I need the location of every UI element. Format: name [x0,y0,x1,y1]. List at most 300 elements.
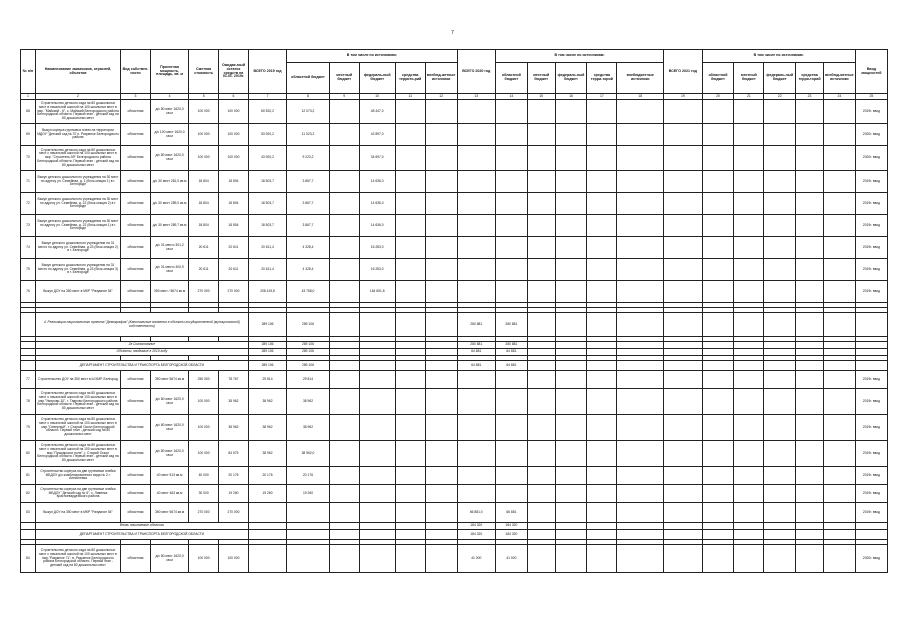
empty-cell [796,545,824,573]
capacity: д/с 80 мест 1620,0 кв.м [150,545,188,573]
estimated-cost: 100 000 [189,124,219,146]
summary-title: 2в Согласование [35,342,248,349]
empty-cell [734,361,764,371]
empty-cell [555,503,587,523]
amount-ter20 [587,237,617,259]
object-name: Выкуп детского дошкольного учреждения на 30 мест по адресу ул. Семейная, д. 22 (блок-секция 1) в г. Белгороде [35,215,120,237]
amount-obl20 [495,441,527,467]
empty-cell [329,342,359,349]
amount-t19: 38 962 [248,441,286,467]
remaining-funds: 20 176 [219,467,249,485]
amount-loc19 [329,215,359,237]
amount-t20 [457,259,495,281]
empty-cell [734,530,764,540]
commission-year: 2019г. ввод [855,467,887,485]
remaining-funds: 100 000 [219,545,249,573]
amount-ter19 [395,146,425,171]
table-row [21,146,888,171]
ownership-type: областная [121,100,151,124]
commission-year: 2019г. ввод [855,415,887,441]
amount-loc21 [734,146,764,171]
ownership-type: областная [121,371,151,389]
col-capacity: Проектная мощность, площадь, кв. м [150,50,188,94]
estimated-cost: 270 000 [189,503,219,523]
empty-cell [734,545,764,573]
empty-cell [796,523,824,530]
empty-cell [21,313,36,337]
col-remaining: Ожидае-мый остаток средств на 01.01. 2019г. [219,50,249,94]
table-row [21,259,888,281]
empty-cell [287,545,330,573]
row-number: 69 [21,124,36,146]
department-name: ДЕПАРТАМЕНТ СТРОИТЕЛЬСТВА И ТРАНСПОРТА БЕЛГОРОДСКОЙ ОБЛАСТИ [35,361,248,371]
ownership-type: областная [121,124,151,146]
empty-cell [734,467,764,485]
empty-cell [796,371,824,389]
row-number: 77 [21,371,36,389]
empty-cell [425,313,457,337]
amount-obl20 [495,259,527,281]
empty-cell [617,530,664,540]
amount-t20: 184 320 [457,523,495,530]
amount-obl19: 38 962 [287,389,330,415]
table-row [21,171,888,193]
amount-fed21 [764,146,796,171]
amount-obl19: 289 106 [287,361,330,371]
col-total-2021: ВСЕГО 2021 год [664,50,702,94]
amount-off20 [617,100,664,124]
amount-fed19: 16 283,0 [359,237,395,259]
table-row [21,100,888,124]
empty-cell [359,503,395,523]
empty-cell [664,523,702,530]
empty-cell [796,342,824,349]
amount-obl19: 38 962 [287,415,330,441]
amount-loc21 [734,237,764,259]
amount-ter21 [796,146,824,171]
amount-ter19 [395,237,425,259]
amount-ter20 [587,171,617,193]
amount-off21 [823,193,855,215]
column-number: 25 [855,94,887,100]
empty-cell [359,530,395,540]
amount-loc20 [527,193,555,215]
empty-cell [855,361,887,371]
estimated-cost: 100 000 [189,389,219,415]
column-number: 24 [823,94,855,100]
estimated-cost: 250 000 [189,371,219,389]
amount-obl20 [495,171,527,193]
estimated-cost: 100 000 [189,545,219,573]
empty-cell [764,342,796,349]
amount-fed20 [555,171,587,193]
object-name: Строительство детского сада на 80 дошкольных мест в начальной школой на 100 школьных мест в мкр. "Майский - 6", с. Майский Белгородского района Белгородской области. Первый этап - детский сад на 80 дошкольных мест [35,100,120,124]
empty-cell [764,545,796,573]
amount-t20 [457,124,495,146]
amount-loc19 [329,100,359,124]
amount-off19 [425,124,457,146]
col-territory-2021: средства терри-торий [796,63,824,94]
col-offbudget-2019: внебюд-жетные источники [425,63,457,94]
amount-off20 [617,237,664,259]
amount-ter20 [587,281,617,303]
amount-ter19 [395,193,425,215]
empty-cell [527,415,555,441]
amount-off20 [617,281,664,303]
empty-cell [21,530,36,540]
amount-off20 [617,171,664,193]
amount-t20 [457,100,495,124]
empty-cell [395,545,425,573]
empty-cell [764,389,796,415]
amount-ter20 [587,146,617,171]
row-number: 78 [21,389,36,415]
col-cost: Сметная стоимость [189,50,219,94]
empty-cell [617,371,664,389]
amount-t19: 20 611,4 [248,259,286,281]
empty-cell [702,503,734,523]
empty-cell [664,349,702,356]
amount-t19: 29 814 [248,371,286,389]
table-row [21,193,888,215]
table-row [21,503,888,523]
empty-cell [617,361,664,371]
amount-obl20 [495,415,527,441]
empty-cell [587,313,617,337]
col-oblast-2021: областной бюджет [702,63,734,94]
empty-cell [823,467,855,485]
amount-obl19: 4 328,4 [287,237,330,259]
amount-loc19 [329,259,359,281]
empty-cell [617,313,664,337]
amount-t20: 41 000 [457,545,495,573]
remaining-funds: 18 804 [219,215,249,237]
empty-cell [425,485,457,503]
department-row [21,361,888,371]
amount-t20 [457,467,495,485]
amount-off19 [425,171,457,193]
column-number: 12 [425,94,457,100]
empty-cell [359,467,395,485]
remaining-funds: 84 575 [219,441,249,467]
empty-cell [587,441,617,467]
empty-cell [764,371,796,389]
amount-ter19 [395,215,425,237]
empty-cell [527,389,555,415]
remaining-funds: 38 962 [219,415,249,441]
empty-cell [855,313,887,337]
ownership-type: областная [121,281,151,303]
empty-cell [617,389,664,415]
capacity: 350 мест / 5674 кв.м [150,281,188,303]
amount-fed20 [555,237,587,259]
empty-cell [395,467,425,485]
table-row [21,485,888,503]
empty-cell [359,545,395,573]
empty-cell [359,313,395,337]
amount-t20 [457,415,495,441]
empty-cell [855,523,887,530]
amount-loc21 [734,124,764,146]
empty-cell [329,545,359,573]
empty-cell [823,441,855,467]
amount-off21 [823,124,855,146]
column-number: 17 [587,94,617,100]
amount-t19: 18 503,7 [248,171,286,193]
amount-t21 [664,100,702,124]
remaining-funds: 78 767 [219,371,249,389]
empty-cell [395,349,425,356]
empty-cell [796,530,824,540]
amount-obl20: 184 320 [495,523,527,530]
amount-obl21 [702,124,734,146]
amount-off21 [823,146,855,171]
empty-cell [555,545,587,573]
estimated-cost: 270 000 [189,281,219,303]
empty-cell [425,530,457,540]
amount-t20: 64 881 [457,361,495,371]
row-number: 82 [21,485,36,503]
summary-title: Вновь начинаемые объекты [35,523,248,530]
empty-cell [617,523,664,530]
empty-cell [734,371,764,389]
estimated-cost: 18 804 [189,193,219,215]
table-row [21,237,888,259]
empty-cell [764,441,796,467]
remaining-funds: 18 804 [219,171,249,193]
table-row [21,441,888,467]
empty-cell [764,361,796,371]
amount-fed21 [764,215,796,237]
amount-obl20 [495,389,527,415]
empty-cell [664,361,702,371]
empty-cell [587,523,617,530]
amount-obl20 [495,467,527,485]
empty-cell [329,415,359,441]
empty-cell [702,342,734,349]
amount-fed19: 48 447,0 [359,100,395,124]
ownership-type: областная [121,215,151,237]
amount-loc20 [527,124,555,146]
empty-cell [796,485,824,503]
remaining-funds: 100 000 [219,100,249,124]
empty-cell [287,530,330,540]
row-number: 76 [21,281,36,303]
amount-t20 [457,485,495,503]
amount-fed21 [764,259,796,281]
empty-cell [395,361,425,371]
empty-cell [587,503,617,523]
empty-cell [823,342,855,349]
empty-cell [425,361,457,371]
empty-cell [395,523,425,530]
empty-cell [587,371,617,389]
column-number: 10 [359,94,395,100]
amount-fed19: 14 636,0 [359,171,395,193]
amount-obl21 [702,281,734,303]
empty-cell [664,467,702,485]
ownership-type: областная [121,259,151,281]
empty-cell [702,313,734,337]
empty-cell [823,523,855,530]
empty-cell [796,467,824,485]
empty-cell [359,349,395,356]
empty-cell [359,361,395,371]
ownership-type: областная [121,415,151,441]
capacity: д/с 80 мест 1620,0 кв.м [150,441,188,467]
amount-ter21 [796,100,824,124]
column-number: 6 [219,94,249,100]
amount-loc21 [734,259,764,281]
empty-cell [764,467,796,485]
amount-off21 [823,237,855,259]
amount-ter19 [395,259,425,281]
amount-fed21 [764,237,796,259]
ownership-type: областная [121,467,151,485]
amount-ter21 [796,193,824,215]
ownership-type: областная [121,237,151,259]
column-number: 7 [248,94,286,100]
amount-t19: 38 962 [248,389,286,415]
column-number: 8 [287,94,330,100]
amount-off19 [425,146,457,171]
capacity: д/с 80 мест 1620,0 кв.м [150,415,188,441]
department-name: ДЕПАРТАМЕНТ СТРОИТЕЛЬСТВА И ТРАНСПОРТА БЕЛГОРОДСКОЙ ОБЛАСТИ [35,530,248,540]
ownership-type: областная [121,171,151,193]
table-row [21,545,888,573]
empty-cell [359,441,395,467]
amount-off21 [823,281,855,303]
section-row [21,313,888,337]
empty-cell [527,349,555,356]
amount-obl21 [702,146,734,171]
amount-obl19: 3 867,7 [287,193,330,215]
empty-cell [702,467,734,485]
empty-cell [395,485,425,503]
sources-2020: В том числе по источникам: [495,50,663,63]
amount-obl20 [495,146,527,171]
empty-cell [855,342,887,349]
remaining-funds: 270 000 [219,281,249,303]
object-name: Строительство корпуса на две групповые ячейки МБДОУ д/с комбинированного вида № 2 г. Алексеевка [35,467,120,485]
empty-cell [359,415,395,441]
capacity: д/с 80 мест 1620,0 кв.м [150,146,188,171]
ownership-type: областная [121,146,151,171]
amount-t21 [664,171,702,193]
amount-obl20: 280 881 [495,313,527,337]
object-name: Строительство детского сада на 80 дошкольных мест с начальной школой на 100 школьных мест в мкр."Пушкарское поле", г. Старый Оскол Белгородской области. Первый этап - детский сад на 80 дошкольных мест [35,441,120,467]
object-name: Строительство детского сада на 80 дошкольных мест с начальной школой на 100 школьных мест в мкр."Северный", г. Старый Оскол Белгородской области. Первый этап - детский сад на 80 дошкольных мест [35,415,120,441]
object-name: Выкуп детского дошкольного учреждения на 31 место по адресу ул. Семейная, д.23 (блок-секция 2) в г. Белгороде [35,237,120,259]
amount-t21 [664,215,702,237]
amount-t19: 18 503,7 [248,193,286,215]
col-federal-2019: федераль-ный бюджет [359,63,395,94]
estimated-cost: 100 000 [189,415,219,441]
empty-cell [425,371,457,389]
summary-row [21,349,888,356]
amount-obl19: 19 260 [287,485,330,503]
empty-cell [555,349,587,356]
commission-year: 2020г. ввод [855,124,887,146]
empty-cell [329,389,359,415]
table-row [21,215,888,237]
amount-ter21 [796,237,824,259]
amount-t19: 20 611,4 [248,237,286,259]
col-federal-2020: федераль-ный бюджет [555,63,587,94]
amount-t19: 289 106 [248,349,286,356]
ownership-type: областная [121,441,151,467]
col-local-2019: местный бюджет [329,63,359,94]
row-number: 83 [21,503,36,523]
amount-t20 [457,237,495,259]
empty-cell [527,485,555,503]
column-number: 3 [121,94,151,100]
empty-cell [587,485,617,503]
object-name: Выкуп детского дошкольного учреждения на 30 мест по адресу ул. Семейная, д. 22 (блок-секция 2) в г. Белгороде [35,193,120,215]
amount-t19: 289 106 [248,342,286,349]
amount-fed21 [764,281,796,303]
row-number: 81 [21,467,36,485]
object-name: Строительство корпуса на две групповые ячейки МБДОУ "Детский сад № 6", с. Ливенка Красногвардейского района [35,485,120,503]
amount-t21 [664,146,702,171]
table-row [21,124,888,146]
empty-cell [359,342,395,349]
empty-cell [555,485,587,503]
amount-t19: 60 520,2 [248,100,286,124]
column-number: 14 [495,94,527,100]
amount-obl19: 289 106 [287,349,330,356]
commission-year: 2019г. ввод [855,389,887,415]
amount-t19: 289 106 [248,313,286,337]
empty-cell [248,545,286,573]
row-number: 75 [21,259,36,281]
amount-t19: 20 176 [248,467,286,485]
estimated-cost: 18 804 [189,215,219,237]
amount-obl20: 66 881 [495,503,527,523]
estimated-cost: 30 000 [189,485,219,503]
remaining-funds: 38 962 [219,389,249,415]
estimated-cost: 100 000 [189,441,219,467]
amount-obl19: 9 223,2 [287,146,330,171]
table-row [21,467,888,485]
amount-loc20 [527,100,555,124]
col-oblast-2020: областной бюджет [495,63,527,94]
amount-obl20 [495,193,527,215]
empty-cell [248,530,286,540]
commission-year: 2019г. ввод [855,215,887,237]
empty-cell [664,485,702,503]
empty-cell [359,371,395,389]
empty-cell [734,415,764,441]
empty-cell [329,361,359,371]
budget-table [20,49,888,573]
empty-cell [395,441,425,467]
estimated-cost: 20 611 [189,259,219,281]
column-number: 18 [617,94,664,100]
object-name: Выкуп корпуса групповых ячеек на территории МДОУ "Детский сад № 37 п. Разумное Белгородского района [35,124,120,146]
amount-obl20 [495,215,527,237]
amount-ter20 [587,193,617,215]
empty-cell [617,415,664,441]
empty-cell [425,503,457,523]
amount-fed21 [764,100,796,124]
amount-t20 [457,146,495,171]
amount-obl19: 29 814 [287,371,330,389]
amount-loc20 [527,171,555,193]
empty-cell [329,530,359,540]
row-number: 84 [21,545,36,573]
object-name: Выкуп ДОУ на 350 мест в МКР "Разумное 54" [35,503,120,523]
